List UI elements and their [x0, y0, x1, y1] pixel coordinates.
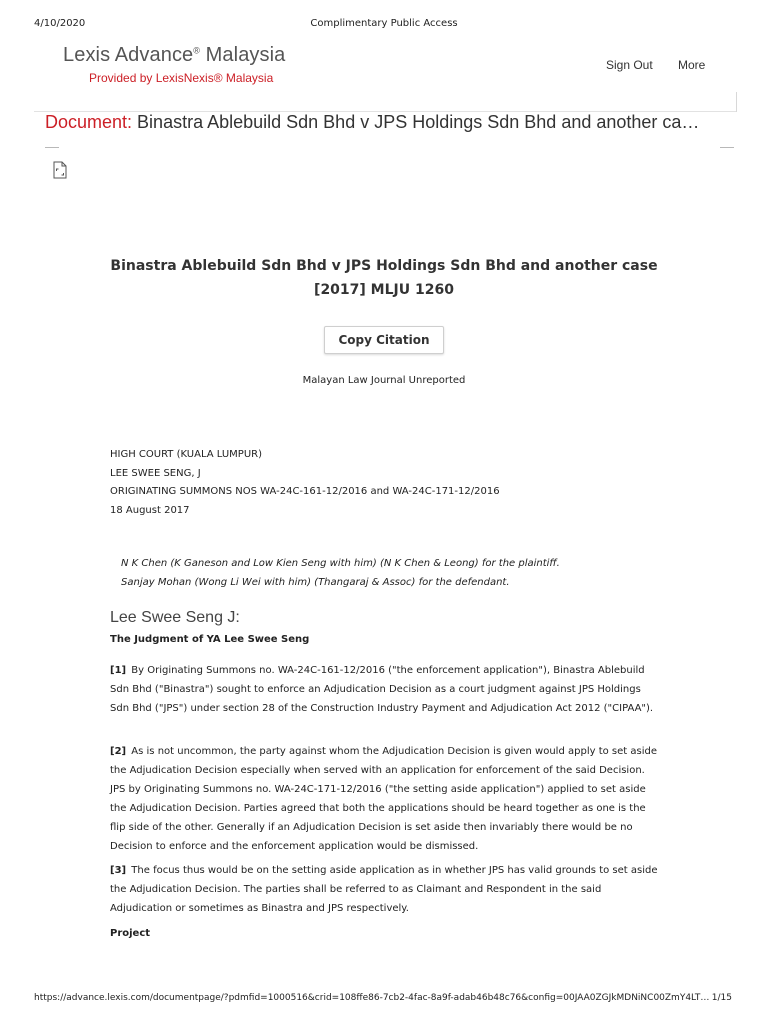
- brand-logo[interactable]: [63, 44, 285, 67]
- judge-heading: Lee Swee Seng J:: [110, 609, 240, 626]
- paragraph-number: [1]: [110, 665, 127, 676]
- sign-out-link[interactable]: Sign Out: [606, 58, 653, 72]
- judgment-heading: The Judgment of YA Lee Swee Seng: [110, 634, 310, 645]
- counsel-plaintiff: N K Chen (K Ganeson and Low Kien Seng with him) (N K Chen & Leong) for the plaintiff.: [121, 558, 560, 569]
- page-number: 1/15: [711, 993, 732, 1003]
- section-heading-project: Project: [110, 928, 151, 939]
- case-metadata: [110, 446, 500, 520]
- case-title: Binastra Ablebuild Sdn Bhd v JPS Holdings Sdn Bhd and another case [2017] MLJU 1260: [110, 258, 658, 298]
- counsel-list: [121, 555, 560, 592]
- journal-name: Malayan Law Journal Unreported: [302, 375, 466, 386]
- document-label: Document:: [45, 112, 133, 132]
- counsel-defendant: Sanjay Mohan (Wong Li Wei with him) (Thangaraj & Assoc) for the defendant.: [121, 576, 510, 588]
- judge-name: LEE SWEE SENG, J: [110, 467, 201, 479]
- paragraph-2: [110, 742, 662, 856]
- paragraph-text: By Originating Summons no. WA-24C-161-12/2016 ("the enforcement application"), Binastra Ablebuild Sdn Bhd ("Binastra") sought to enforce an Adjudication Decision as a court judgment against JPS Holdings Sdn Bhd ("JPS") under section 28 of the Construction Industry Payment and Adjudication Act 2012 ("CIPAA").: [110, 665, 654, 714]
- judgment-date: 18 August 2017: [110, 504, 190, 516]
- print-date: 4/10/2020: [34, 18, 86, 29]
- print-header-title: Complimentary Public Access: [310, 18, 458, 29]
- copy-citation-button[interactable]: Copy Citation: [324, 326, 444, 354]
- divider-left: [45, 147, 59, 148]
- paragraph-number: [2]: [110, 746, 127, 757]
- court-name: HIGH COURT (KUALA LUMPUR): [110, 449, 262, 460]
- document-title: [45, 112, 699, 133]
- more-menu[interactable]: More: [678, 58, 706, 72]
- header-divider-vertical: [736, 92, 737, 112]
- paragraph-number: [3]: [110, 865, 127, 876]
- paragraph-text: As is not uncommon, the party against whom the Adjudication Decision is given would apply to set aside the Adjudication Decision especially when served with an application for enforcement of the said Decision. JPS by Originating Summons no. WA-24C-171-12/2016 ("the setting aside application") applied to set aside the Adjudication Decision. Parties agreed that both the applications should be heard together as one is the flip side of the other. Generally if an Adjudication Decision is set aside then invariably there would be no Decision to enforce and the enforcement application would be dismissed.: [110, 746, 657, 852]
- brand-region: Malaysia: [200, 44, 286, 66]
- paragraph-3: [110, 861, 662, 918]
- document-file-icon[interactable]: [53, 161, 67, 179]
- footer-url: https://advance.lexis.com/documentpage/?pdmfid=1000516&crid=108ffe86-7cb2-4fac-8a9f-adab46b48c76&config=00JAA0ZGJkMDNiNC00ZmY4LT…: [34, 993, 710, 1003]
- divider-right: [720, 147, 734, 148]
- provided-by: Provided by LexisNexis® Malaysia: [89, 71, 274, 85]
- summons-numbers: ORIGINATING SUMMONS NOS WA-24C-161-12/2016 and WA-24C-171-12/2016: [110, 486, 500, 497]
- document-title-text: Binastra Ablebuild Sdn Bhd v JPS Holdings Sdn Bhd and another ca…: [132, 112, 700, 132]
- paragraph-text: The focus thus would be on the setting aside application as in whether JPS has valid grounds to set aside the Adjudication Decision. The parties shall be referred to as Claimant and Respondent in the said Adjudication or sometimes as Binastra and JPS respectively.: [110, 865, 658, 914]
- paragraph-1: [110, 661, 662, 718]
- brand-registered-mark: ®: [193, 45, 201, 56]
- brand-name: Lexis Advance: [63, 44, 194, 66]
